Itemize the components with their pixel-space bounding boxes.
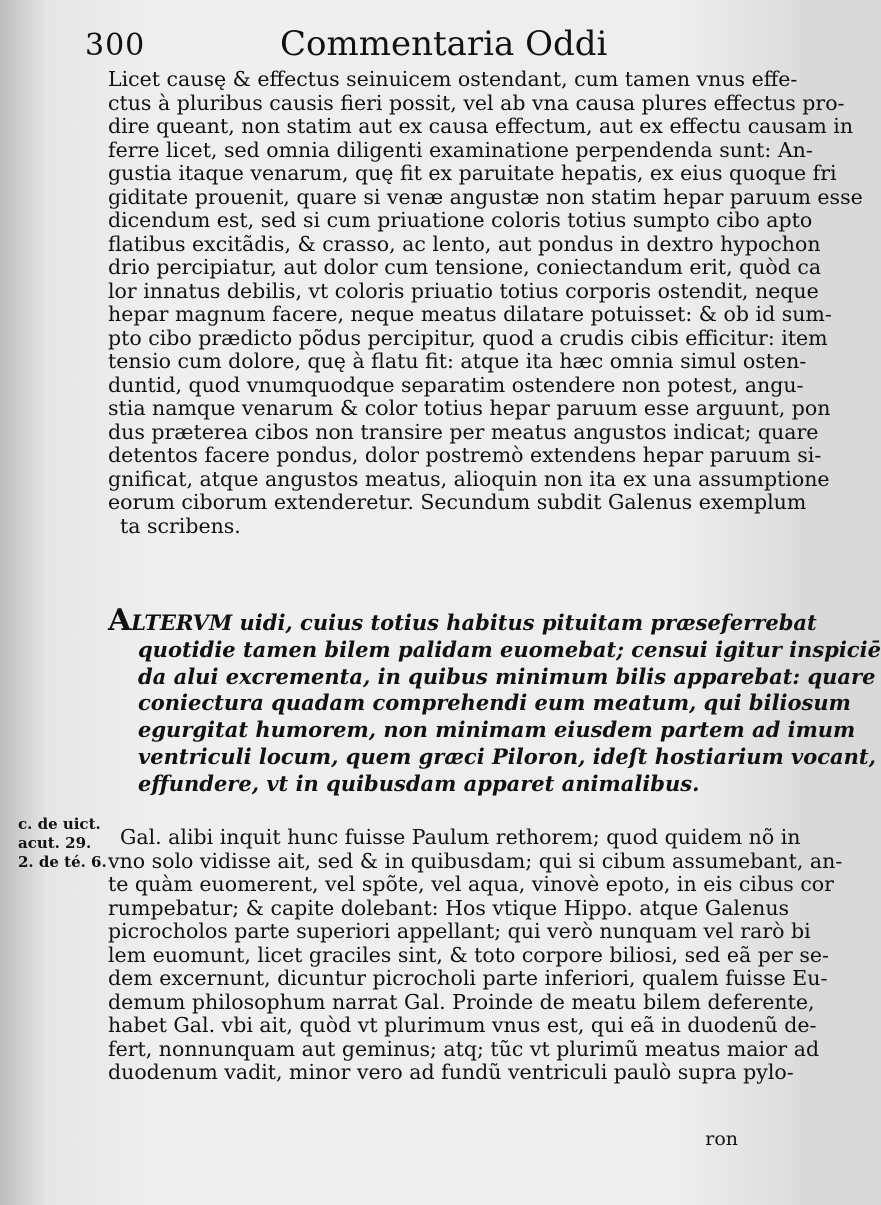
- text-line: vno solo vidisse ait, sed & in quibusdam; qui si cibum assumebant, an-: [108, 848, 843, 873]
- text-line: habet Gal. vbi ait, quòd vt plurimum vnus est, qui eã in duodenũ de-: [108, 1013, 817, 1037]
- text-line: eorum ciborum extenderetur. Secundum subdit Galenus exemplum: [108, 490, 807, 514]
- text-line: drio percipiatur, aut dolor cum tensione, coniectandum erit, quòd ca: [108, 255, 822, 279]
- text-line: effundere, vt in quibusdam apparet animalibus.: [138, 770, 700, 796]
- text-line: flatibus excitãdis, & crasso, ac lento, aut pondus in dextro hypochon: [108, 231, 821, 256]
- margin-note: c. de uict.: [18, 815, 101, 833]
- text-line: ferre licet, sed omnia diligenti examinatione perpendenda sunt: An-: [108, 137, 813, 162]
- text-line: dire queant, non statim aut ex causa effectum, aut ex effectu causam in: [108, 114, 854, 138]
- text-line-rest: LTERVM uidi, cuius totius habitus pituitam præseferrebat: [131, 610, 817, 635]
- text-line: dem excernunt, dicuntur picrocholi parte inferiori, qualem fuisse Eu-: [108, 966, 828, 990]
- text-line: demum philosophum narrat Gal. Proinde de meatu bilem deferente,: [108, 989, 815, 1014]
- text-line: detentos facere pondus, dolor postremò extendens hepar paruum si-: [108, 443, 822, 467]
- text-line: gustia itaque venarum, quę fit ex paruitate hepatis, ex eius quoque fri: [108, 161, 837, 185]
- drop-capital: A: [108, 603, 132, 638]
- text-line: duntid, quod vnumquodque separatim ostendere non potest, angu-: [108, 372, 804, 397]
- text-line: quotidie tamen bilem palidam euomebat; censui igitur inspiciē: [138, 636, 881, 662]
- text-line: picrocholos parte superiori appellant; qui verò nunquam vel rarò bi: [108, 919, 811, 943]
- text-line: ventriculi locum, quem græci Piloron, ideſt hostiarium vocant,: [138, 743, 876, 769]
- text-line: gnificat, atque angustos meatus, alioquin non ita ex una assumptione: [108, 466, 830, 491]
- page-number: 300: [85, 28, 146, 63]
- text-line: stia namque venarum & color totius hepar paruum esse arguunt, pon: [108, 396, 831, 420]
- text-line: pto cibo prædicto põdus percipitur, quod a crudis cibis efficitur: item: [108, 325, 828, 350]
- text-line: te quàm euomerent, vel spõte, vel aqua, vinovè epoto, in eis cibus cor: [108, 872, 834, 896]
- text-line: giditate prouenit, quare si venæ angustæ non statim hepar paruum esse: [108, 184, 863, 209]
- text-line: lem euomunt, licet graciles sint, & toto corpore biliosi, sed eã per se-: [108, 942, 829, 967]
- paragraph-3: [108, 825, 843, 1085]
- text-line: dicendum est, sed si cum priuatione coloris totius sumpto cibo apto: [108, 208, 813, 232]
- text-line: da alui excrementa, in quibus minimum bilis apparebat: quare: [138, 663, 876, 689]
- text-line: coniectura quadam comprehendi eum meatum, qui biliosum: [138, 690, 851, 716]
- margin-note: 2. de té. 6.: [18, 853, 107, 871]
- text-line: lor innatus debilis, vt coloris priuatio totius corporis ostendit, neque: [108, 278, 819, 303]
- text-line: rumpebatur; & capite dolebant: Hos vtique Hippo. atque Galenus: [108, 895, 790, 920]
- text-line: duodenum vadit, minor vero ad fundũ ventriculi paulò supra pylo-: [108, 1060, 794, 1084]
- page-header: [85, 22, 770, 66]
- running-head: Commentaria Oddi: [280, 24, 608, 64]
- catchword: ron: [705, 1128, 738, 1150]
- text-line: ta scribens.: [120, 513, 241, 538]
- text-line: fert, nonnunquam aut geminus; atq; tũc vt plurimũ meatus maior ad: [108, 1036, 820, 1061]
- margin-notes: [18, 815, 108, 872]
- text-line: ctus à pluribus causis fieri possit, vel ab vna causa plures effectus pro-: [108, 90, 845, 115]
- text-line: Licet causę & effectus seinuicem ostendant, cum tamen vnus effe-: [108, 67, 798, 91]
- text-line: tensio cum dolore, quę à flatu fit: atque ita hæc omnia simul osten-: [108, 349, 807, 373]
- text-line: egurgitat humorem, non minimam eiusdem partem ad imum: [138, 717, 856, 743]
- text-line: hepar magnum facere, neque meatus dilatare potuisset: & ob id sum-: [108, 302, 832, 326]
- text-line: dus præterea cibos non transire per meatus angustos indicat; quare: [108, 419, 819, 444]
- paragraph-1: [108, 67, 863, 538]
- margin-note: acut. 29.: [18, 834, 92, 852]
- text-line: Gal. alibi inquit hunc fuisse Paulum rethorem; quod quidem nõ in: [120, 825, 801, 849]
- text-line: [108, 603, 817, 638]
- quoted-passage: [108, 603, 881, 798]
